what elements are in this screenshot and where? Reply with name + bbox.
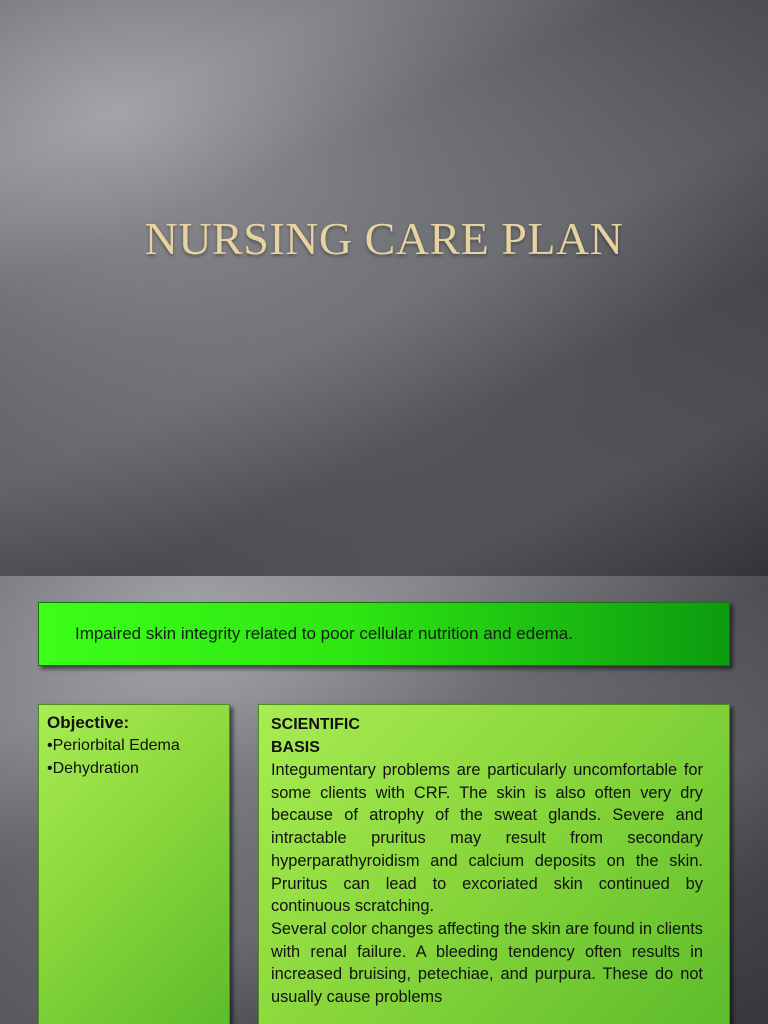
scientific-basis-heading-line2: BASIS	[271, 739, 320, 756]
objective-item-1: •Periorbital Edema	[47, 737, 180, 754]
content-slide	[0, 576, 768, 1024]
scientific-basis-heading-line1: SCIENTIFIC	[271, 716, 360, 733]
objective-box	[38, 704, 230, 1024]
diagnosis-text: Impaired skin integrity related to poor cellular nutrition and edema.	[75, 624, 573, 643]
scientific-basis-paragraph-1: Integumentary problems are particularly uncomfortable for some clients with CRF. The skin is also often very dry because of atrophy of the sweat glands. Severe and intractable pruritus may result from secondary hyperparathyroidism and calcium deposits on the skin. Pruritus can lead to excoriated skin continued by continuous scratching.	[271, 761, 703, 916]
slide-title: NURSING CARE PLAN	[144, 213, 624, 264]
objective-item-2: •Dehydration	[47, 760, 139, 777]
scientific-basis-paragraph-2: Several color changes affecting the skin are found in clients with renal failure. A bleeding tendency often results in increased bruising, petechiae, and purpura. These do not usually cause problems	[271, 919, 703, 1007]
scientific-basis-box	[258, 704, 730, 1024]
diagnosis-banner	[38, 602, 730, 666]
objective-heading: Objective:	[47, 713, 130, 732]
